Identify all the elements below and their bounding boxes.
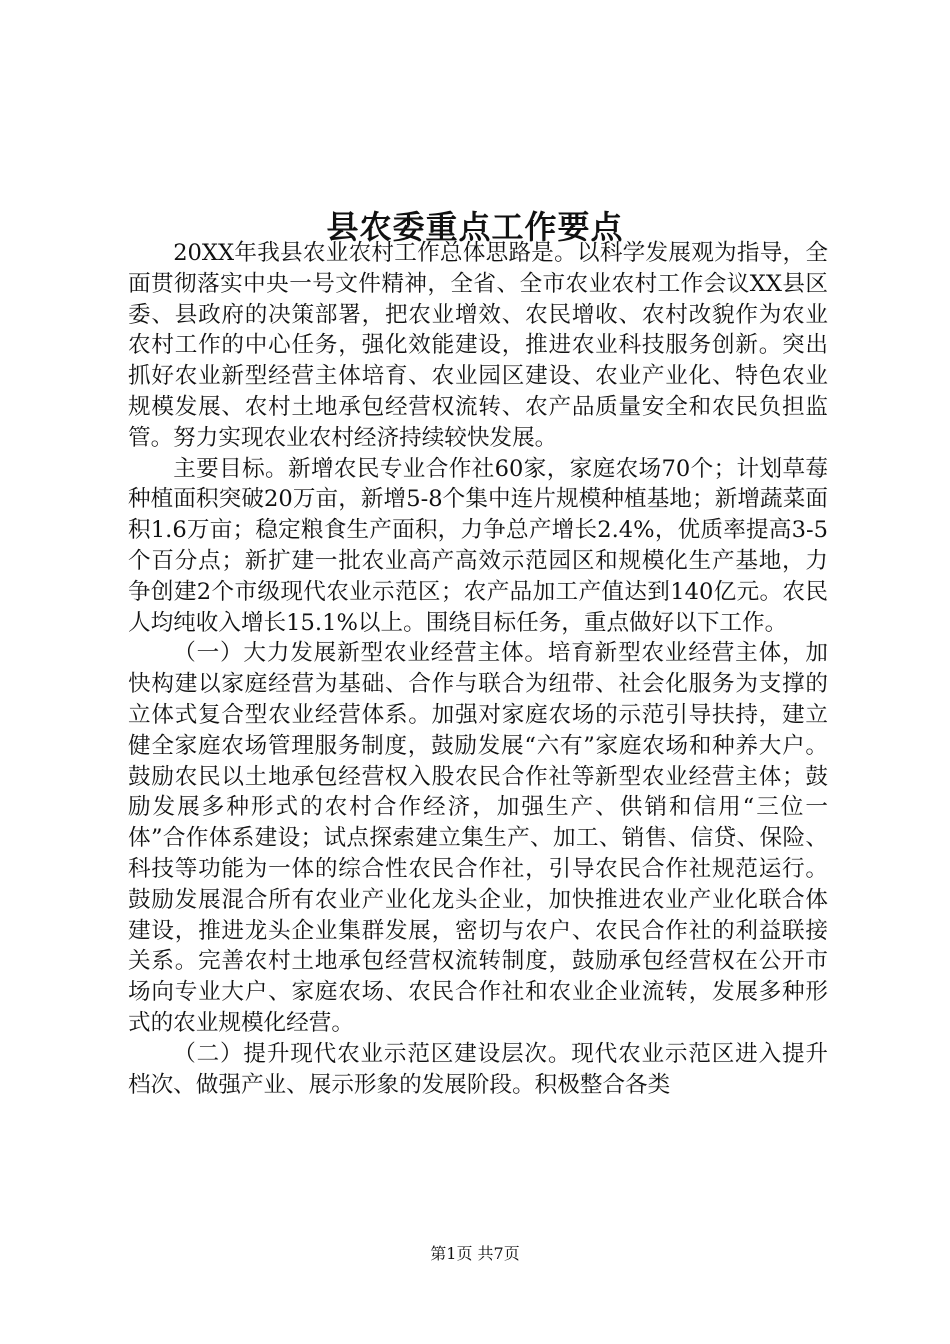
paragraph-overview: 20XX年我县农业农村工作总体思路是。以科学发展观为指导，全面贯彻落实中央一号文件精神，全省、全市农业农村工作会议XX县区委、县政府的决策部署，把农业增效、农民增收、农村改貌作为农业农村工作的中心任务，强化效能建设，推进农业科技服务创新。突出抓好农业新型经营主体培育、农业园区建设、农业产业化、特色农业规模发展、农村土地承包经营权流转、农产品质量安全和农民负担监管。努力实现农业农村经济持续较快发展。 [128, 240, 828, 451]
page-number-footer: 第1页 共7页 [430, 1244, 520, 1263]
paragraph-section-two: （二）提升现代农业示范区建设层次。现代农业示范区进入提升档次、做强产业、展示形象的发展阶段。积极整合各类 [128, 1040, 828, 1098]
paragraph-main-goals: 主要目标。新增农民专业合作社60家，家庭农场70个；计划草莓种植面积突破20万亩，新增5-8个集中连片规模种植基地；新增蔬菜面积1.6万亩；稳定粮食生产面积，力争总产增长2.4%，优质率提高3-5个百分点；新扩建一批农业高产高效示范园区和规模化生产基地，力争创建2个市级现代农业示范区；农产品加工产值达到140亿元。农民人均纯收入增长15.1%以上。围绕目标任务，重点做好以下工作。 [128, 455, 828, 636]
document-title: 县农委重点工作要点 [326, 208, 624, 247]
paragraph-section-one: （一）大力发展新型农业经营主体。培育新型农业经营主体，加快构建以家庭经营为基础、合作与联合为纽带、社会化服务为支撑的立体式复合型农业经营体系。加强对家庭农场的示范引导扶持，建立健全家庭农场管理服务制度，鼓励发展“六有”家庭农场和种养大户。鼓励农民以土地承包经营权入股农民合作社等新型农业经营主体；鼓励发展多种形式的农村合作经济，加强生产、供销和信用“三位一体”合作体系建设；试点探索建立集生产、加工、销售、信贷、保险、科技等功能为一体的综合性农民合作社，引导农民合作社规范运行。鼓励发展混合所有农业产业化龙头企业，加快推进农业产业化联合体建设，推进龙头企业集群发展，密切与农户、农民合作社的利益联接关系。完善农村土地承包经营权流转制度，鼓励承包经营权在公开市场向专业大户、家庭农场、农民合作社和农业企业流转，发展多种形式的农业规模化经营。 [128, 640, 828, 1036]
document-body [128, 238, 828, 1100]
